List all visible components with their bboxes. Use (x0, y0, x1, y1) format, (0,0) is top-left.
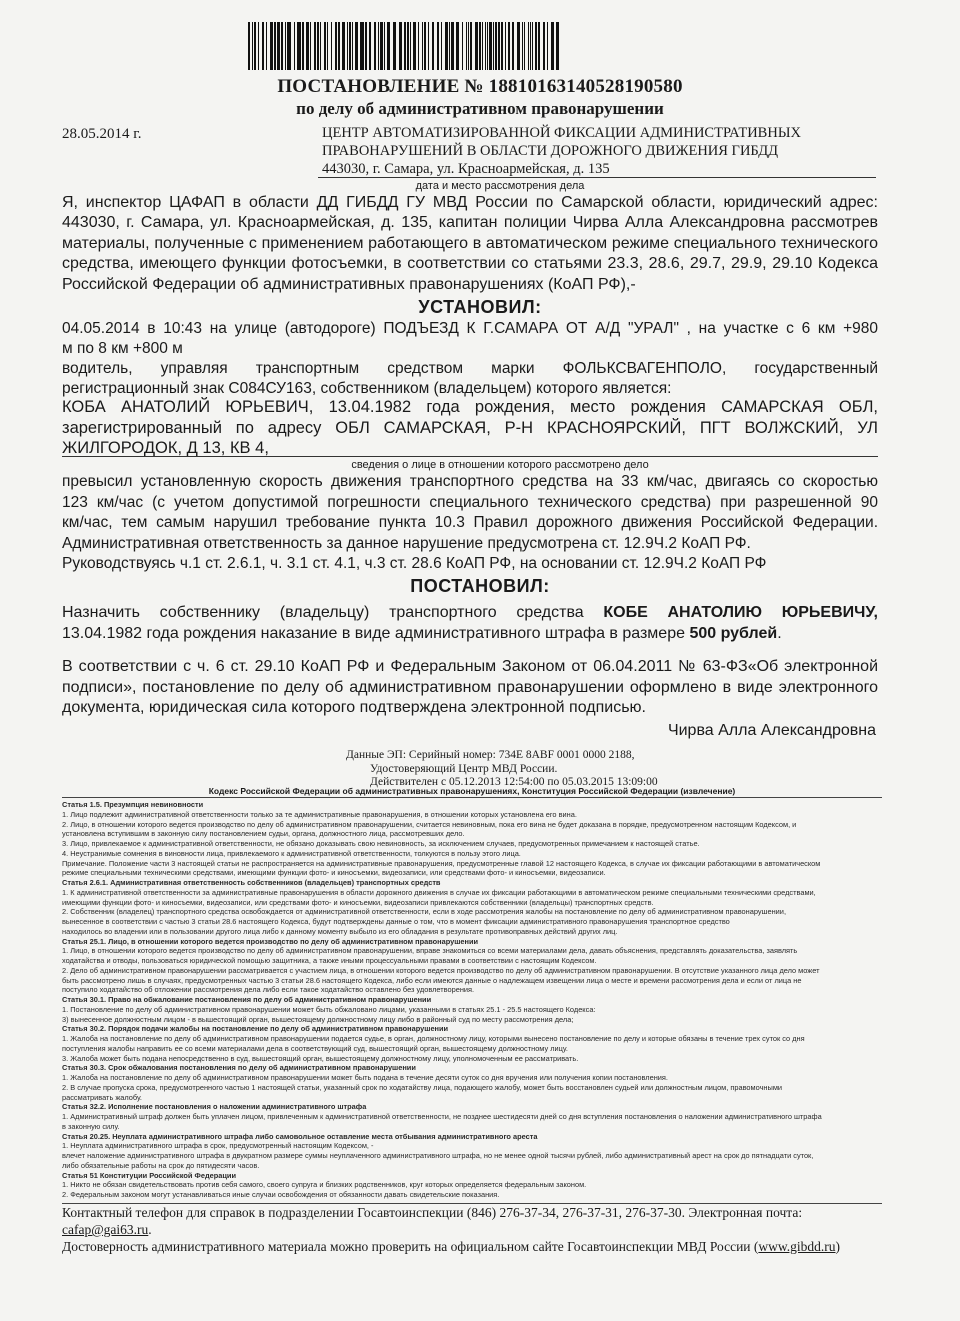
violation-line: Руководствуясь ч.1 ст. 2.6.1, ч. 3.1 ст. 4.1, ч.3 ст. 28.6 КоАП РФ, на основании ст. 12.9Ч.2 КоАП РФ (62, 555, 767, 573)
owner-name: КОБЕ АНАТОЛИЮ ЮРЬЕВИЧУ, (603, 604, 878, 621)
barcode-bar (248, 22, 250, 70)
owner-line: ЖИЛГОРОДОК, Д 13, КВ 4, (62, 439, 269, 457)
code-article-line: 1. Лицо, в отношении которого ведется производство по делу об административном правонарушении, вправе знакомиться со всеми материалами дела, давать объяснения, представлять доказательства, заявлять (62, 946, 798, 956)
code-article-line: 3. Лицо, привлекаемое к административной ответственности, не обязано доказывать свою невиновность, за исключением случаев, предусмотренных примечанием к настоящей статье. (62, 839, 700, 848)
code-article-line: 1. Жалоба на постановление по делу об административном правонарушении подается судье, в орган, должностному лицу, которыми вынесено постановление по делу и которые обязаны в течение трех суток со дня (62, 1034, 805, 1043)
barcode-bar (543, 22, 545, 70)
barcode-bar (493, 22, 494, 70)
barcode-bar (517, 22, 520, 70)
code-article-line: 2. В случае пропуска срока, предусмотренного частью 1 настоящей статьи, указанный срок по ходатайству лица, подающего жалобу, может быть восстановлен судьей или должностным лицом, правомочными (62, 1082, 783, 1092)
barcode-bar (281, 22, 283, 70)
owner-paragraph (62, 397, 878, 459)
barcode-bar (380, 22, 383, 70)
violation-line: Административная ответственность за данное нарушение предусмотрена ст. 12.9Ч.2 КоАП РФ. (62, 534, 751, 552)
barcode-bar (365, 22, 367, 70)
intro-line: 443030, г. Самара, ул. Красноармейская, д. 135, капитан полиции Чирва Алла Александровна рассмотрев (62, 214, 878, 232)
code-article-line: 1. Жалоба на постановление по делу об административном правонарушении может быть подана в течение десяти суток со дня вручения или получения копии постановления. (62, 1073, 668, 1082)
code-article-line: установлена вступившим в законную силу постановлением судьи, органа, должностного лица, рассмотревших дело. (62, 829, 465, 839)
code-article-line: 2. Собственник (владелец) транспортного средства освобождается от административной ответственности, если в ходе рассмотрения жалобы на постановление по делу об административном правонарушении, (62, 907, 786, 917)
barcode-bar (538, 22, 540, 70)
barcode-bar (335, 22, 337, 70)
barcode-bar (532, 22, 533, 70)
code-article-line: 2. Дело об административном правонарушении рассматривается с участием лица, в отношении которого ведется производство по делу об административном правонарушении. В отсутствие указанного лица дело может (62, 965, 820, 975)
barcode-bar (487, 22, 488, 70)
barcode-bar (470, 22, 472, 70)
barcode-bar (445, 22, 448, 70)
center-line: ПРАВОНАРУШЕНИЙ В ОБЛАСТИ ДОРОЖНОГО ДВИЖЕНИЯ ГИБДД (322, 143, 778, 159)
code-article-line: Примечание. Положение части 3 настоящей статьи не распространяется на административные правонарушения, предусмотренные главой 12 настоящего Кодекса, в случае их фиксации работающими в автоматическом (62, 858, 821, 868)
barcode-bar (349, 22, 351, 70)
barcode-bar (535, 22, 537, 70)
barcode-bar (441, 22, 442, 70)
code-article-line: влечет наложение административного штрафа в двукратном размере суммы неуплаченного административного штрафа, но не менее одной тысячи рублей, либо административный арест на срок до пятнадцати суток, (62, 1151, 814, 1160)
footer (62, 1204, 882, 1255)
divider (318, 177, 876, 178)
code-article-line: 1. Никто не обязан свидетельствовать против себя самого, своего супруга и близких родственников, круг которых определяется федеральным законом. (62, 1180, 587, 1190)
violation-paragraph (62, 472, 878, 575)
barcode-bar (374, 22, 376, 70)
barcode-bar (407, 22, 409, 70)
code-article-line: находилось во владении или в пользовании другого лица либо к данному моменту выбыло из его обладания в результате противоправных действий других лиц. (62, 926, 618, 936)
barcode-bar (331, 22, 332, 70)
code-extract (62, 786, 882, 1200)
code-article-line: ходатайства и отводы, пользоваться юридической помощью защитника, а также иными процессуальными правами в соответствии с настоящим Кодексом. (62, 956, 597, 965)
barcode-bar (489, 22, 492, 70)
code-article-heading: Статья 30.3. Срок обжалования постановления по делу об административном правонарушении (62, 1063, 416, 1073)
center-line: 443030, г. Самара, ул. Красноармейская, д. 135 (322, 161, 610, 177)
event-paragraph (62, 319, 878, 359)
footer-verify-text: Достоверность административного материала можно проверить на официальном сайте Госавтоинспекции МВД России ( (62, 1239, 759, 1254)
barcode-bar (270, 22, 273, 70)
esig-line: В соответствии с ч. 6 ст. 29.10 КоАП РФ и Федеральным Законом от 06.04.2011 № 63-ФЗ«Об электронной (62, 658, 878, 675)
esig-line: подписи», постановление по делу об административном правонарушении оформлено в виде электронного (62, 678, 878, 696)
barcode-bar (424, 22, 426, 70)
ep-line: Данные ЭП: Серийный номер: 734E 8ABF 0001 0000 2188, (346, 749, 635, 761)
barcode-bar (404, 22, 406, 70)
code-extract-lines (62, 800, 882, 1200)
barcode-bar (294, 22, 295, 70)
code-article-line: 1. Постановление по делу об административном правонарушении может быть обжаловано лицами, указанными в статьях 25.1 - 25.5 настоящего Кодекса: (62, 1004, 596, 1014)
code-article-line: 2. Лицо, в отношении которого ведется производство по делу об административном правонарушении, считается невиновным, пока его вина не будет доказана в порядке, предусмотренном настоящим Кодексом, и (62, 819, 797, 829)
penalty-text: 13.04.1982 года рождения наказание в виде административного штрафа в размере (62, 624, 690, 642)
footer-contact-suffix: . (148, 1222, 152, 1237)
penalty-prefix: Назначить собственнику (владельцу) транспортного средства (62, 604, 604, 621)
barcode-bar (449, 22, 450, 70)
barcode-bar (310, 22, 311, 70)
code-article-line: быть рассмотрено лишь в случаях, предусмотренных частью 3 статьи 28.6 настоящего Кодекса, либо если имеются данные о надлежащем извещении лица о месте и времени рассмотрения дела и если от лица не (62, 975, 802, 985)
code-article-line: 4. Неустранимые сомнения в виновности лица, привлекаемого к административной ответственности, толкуются в пользу этого лица. (62, 848, 521, 858)
code-article-heading: Статья 25.1. Лицо, в отношении которого ведется производство по делу об административном правонарушении (62, 936, 479, 946)
barcode-bar (418, 22, 419, 70)
footer-contact-text: Контактный телефон для справок в подразделении Госавтоинспекции (846) 276-37-34, 276-37-31, 276-37-30. Электронная почта: (62, 1205, 803, 1220)
code-article-line: 3) вынесенное должностным лицом - в вышестоящий орган, вышестоящему должностному лицу либо в районный суд по месту рассмотрения дела; (62, 1014, 574, 1024)
barcode-bar (512, 22, 514, 70)
code-article-line: поступило ходатайство об отложении рассмотрения дела либо если такое ходатайство оставлено без удовлетворения. (62, 985, 475, 995)
footer-contact-line (62, 1204, 882, 1238)
barcode-bar (302, 22, 304, 70)
barcode-bar (485, 22, 486, 70)
code-article-heading: Статья 51 Конституции Российской Федерации (62, 1170, 236, 1180)
barcode-bar (252, 22, 253, 70)
decided-heading: ПОСТАНОВИЛ: (410, 576, 550, 596)
barcode (248, 22, 560, 70)
owner-line: зарегистрированный по адресу ОБЛ САМАРСКАЯ, Р-Н КРАСНОЯРСКИЙ, ПГТ ВОЛЖСКИЙ, УЛ (62, 418, 878, 437)
place-caption: дата и место рассмотрения дела (415, 180, 585, 192)
barcode-bar (306, 22, 309, 70)
penalty-line (62, 624, 878, 645)
code-article-line: 1. К административной ответственности за административные правонарушения в области дорожного движения в случае их фиксации работающими в автоматическом режиме специальными техническими средствами, (62, 887, 816, 897)
barcode-bar (410, 22, 411, 70)
driver-line: водитель, управляя транспортным средством марки ФОЛЬКСВАГЕНПОЛО, государственный (62, 360, 878, 377)
barcode-bar (347, 22, 348, 70)
code-article-line: 1. Лицо подлежит административной ответственности только за те административные правонарушения, в отношении которых установлена его вина. (62, 809, 577, 819)
intro-line: материалы, полученные с применением работающего в автоматическом режиме специального технического (62, 234, 878, 252)
owner-line: КОБА АНАТОЛИЙ ЮРЬЕВИЧ, 13.04.1982 года рождения, место рождения САМАРСКАЯ ОБЛ, (62, 398, 878, 416)
code-article-line: рассматривать жалобу. (62, 1092, 142, 1102)
code-article-line: 1. Неуплата административного штрафа в срок, предусмотренный настоящим Кодексом, - (62, 1141, 374, 1151)
penalty-line (62, 603, 878, 624)
code-article-line: 2. Федеральным законом могут устанавливаться иные случаи освобождения от обязанности давать свидетельские показания. (62, 1190, 500, 1199)
intro-line: средства, имеющего функции фотосъемки, в соответствии со статьями 23.3, 28.6, 29.7, 29.9, 29.10 Кодекса (62, 255, 878, 273)
barcode-bar (556, 22, 559, 70)
barcode-bar (285, 22, 286, 70)
barcode-bar (451, 22, 454, 70)
barcode-bar (274, 22, 276, 70)
barcode-bar (327, 22, 328, 70)
intro-line: Российской Федерации об административных правонарушениях (КоАП РФ),- (62, 275, 636, 293)
barcode-bar (522, 22, 523, 70)
driver-line: регистрационный знак С084СУ163, собственником (владельцем) которого является: (62, 380, 672, 398)
code-article-heading: Статья 30.2. Порядок подачи жалобы на постановление по делу об административном правонарушении (62, 1024, 449, 1034)
barcode-bar (508, 22, 510, 70)
barcode-bar (456, 22, 459, 70)
electronic-signature-data (346, 749, 658, 790)
intro-line: Я, инспектор ЦАФАП в области ДД ГИБДД ГУ МВД России по Самарской области, юридический адрес: (62, 194, 878, 211)
established-heading: УСТАНОВИЛ: (418, 297, 542, 317)
code-article-line: 1. Административный штраф должен быть уплачен лицом, привлеченным к административной ответственности, не позднее шестидесяти дней со дня вступления постановления о наложении административного штрафа (62, 1112, 822, 1121)
barcode-bar (254, 22, 256, 70)
barcode-bar (505, 22, 506, 70)
barcode-bar (475, 22, 478, 70)
penalty-paragraph (62, 603, 878, 644)
barcode-bar (287, 22, 291, 70)
center-line: ЦЕНТР АВТОМАТИЗИРОВАННОЙ ФИКСАЦИИ АДМИНИСТРАТИВНЫХ (322, 125, 801, 141)
code-article-heading: Статья 20.25. Неуплата административного штрафа либо самовольное оставление места отбывания административного ареста (62, 1131, 538, 1141)
footer-email-link[interactable]: cafap@gai63.ru (62, 1222, 149, 1237)
divider (62, 456, 878, 457)
esig-line: документа, юридическая сила которого подтверждена электронной подписью. (62, 699, 646, 717)
barcode-bar (547, 22, 548, 70)
person-caption: сведения о лице в отношении которого рассмотрено дело (351, 459, 649, 471)
fine-amount: 500 рублей (689, 624, 778, 642)
code-article-heading: Статья 32.2. Исполнение постановления о наложении административного штрафа (62, 1102, 367, 1112)
penalty-suffix: . (777, 624, 782, 642)
code-article-line: в законную силу. (62, 1121, 120, 1131)
barcode-bar (482, 22, 483, 70)
code-article-line: режиме специальными техническими средствами, имеющими функции фото- и киносъемки, видеозаписи, или средствами фото- и киносъемки, видеозаписи. (62, 868, 606, 878)
barcode-bar (393, 22, 396, 70)
code-article-heading: Статья 30.1. Право на обжалование постановления по делу об административном правонарушении (62, 995, 432, 1004)
barcode-bar (369, 22, 371, 70)
barcode-bar (317, 22, 319, 70)
code-article-line: имеющими функции фото- и киносъемки, видеозаписи, или средствами фото- и киносъемки, видеозаписи привлекаются собственники (владельцы) транспортных средств. (62, 897, 654, 907)
barcode-bar (314, 22, 316, 70)
barcode-bar (437, 22, 439, 70)
ep-line: Действителен с 05.12.2013 12:54:00 по 05.03.2015 13:09:00 (370, 776, 658, 788)
barcode-bar (320, 22, 321, 70)
issuing-center (322, 124, 801, 178)
barcode-bar (399, 22, 402, 70)
barcode-bar (277, 22, 280, 70)
driver-paragraph (62, 359, 878, 399)
barcode-bar (551, 22, 554, 70)
barcode-bar (387, 22, 390, 70)
barcode-bar (262, 22, 264, 70)
barcode-bar (413, 22, 416, 70)
code-article-line: 3. Жалоба может быть подана непосредственно в суд, вышестоящий орган, вышестоящему должностному лицу, уполномоченным ее рассматривать. (62, 1053, 579, 1063)
barcode-bar (258, 22, 259, 70)
ep-line: Удостоверяющий Центр МВД России. (370, 762, 558, 775)
barcode-bar (324, 22, 326, 70)
esig-paragraph (62, 657, 878, 719)
code-article-heading: Статья 1.5. Презумпция невиновности (62, 800, 204, 809)
violation-line: 123 км/час (с учетом допустимой погрешности специального технического средства) при разрешенной 90 (62, 493, 878, 511)
violation-line: км/час, тем самым нарушил требование пункта 10.3 Правил дорожного движения Российской Федерации. (62, 514, 878, 532)
barcode-bar (498, 22, 500, 70)
barcode-bar (384, 22, 385, 70)
barcode-bar (524, 22, 525, 70)
event-line: 04.05.2014 в 10:43 на улице (автодороге) ПОДЪЕЗД К Г.САМАРА ОТ А/Д "УРАЛ" , на участке с 6 км +980 (62, 320, 878, 337)
document-date: 28.05.2014 г. (62, 126, 142, 142)
violation-line: превысил установленную скорость движения транспортного средства на 33 км/час, двигаясь со скоростью (62, 473, 878, 490)
footer-verify-suffix: ) (835, 1239, 841, 1254)
document-subtitle: по делу об административном правонарушении (296, 99, 664, 118)
barcode-bar (352, 22, 353, 70)
document-title: ПОСТАНОВЛЕНИЕ № 18810163140528190580 (277, 76, 683, 97)
barcode-bar (479, 22, 481, 70)
signer-name: Чирва Алла Александровна (667, 722, 876, 739)
barcode-bar (266, 22, 267, 70)
barcode-bar (428, 22, 429, 70)
code-article-line: поступления жалобы направить ее со всеми материалами дела в соответствующий суд, вышестоящий орган, вышестоящему должностному лицу. (62, 1043, 568, 1053)
barcode-bar (360, 22, 364, 70)
barcode-bar (528, 22, 529, 70)
barcode-bar (468, 22, 469, 70)
barcode-bar (378, 22, 379, 70)
barcode-bar (530, 22, 531, 70)
event-line: м по 8 км +800 м (62, 340, 183, 358)
barcode-bar (495, 22, 497, 70)
code-extract-title: Кодекс Российской Федерации об административных правонарушениях, Конституция Российской Федерации (извлечение) (62, 786, 882, 798)
intro-paragraph (62, 193, 878, 295)
code-article-line: вынесенное в соответствии с частью 3 статьи 28.6 настоящего Кодекса, будут подтверждены данные о том, что в момент фиксации административного правонарушения транспортное средство (62, 917, 730, 926)
footer-website-link[interactable]: www.gibdd.ru (758, 1239, 836, 1254)
code-article-heading: Статья 2.6.1. Административная ответственность собственников (владельцев) транспортных средств (62, 878, 441, 887)
barcode-bar (462, 22, 463, 70)
barcode-bar (297, 22, 301, 70)
code-article-line: либо обязательные работы на срок до пятидесяти часов. (62, 1160, 260, 1170)
barcode-bar (501, 22, 503, 70)
barcode-bar (338, 22, 340, 70)
barcode-bar (342, 22, 345, 70)
barcode-bar (422, 22, 423, 70)
barcode-bar (432, 22, 434, 70)
barcode-bar (466, 22, 467, 70)
barcode-bar (355, 22, 358, 70)
footer-verify-line (62, 1238, 882, 1255)
